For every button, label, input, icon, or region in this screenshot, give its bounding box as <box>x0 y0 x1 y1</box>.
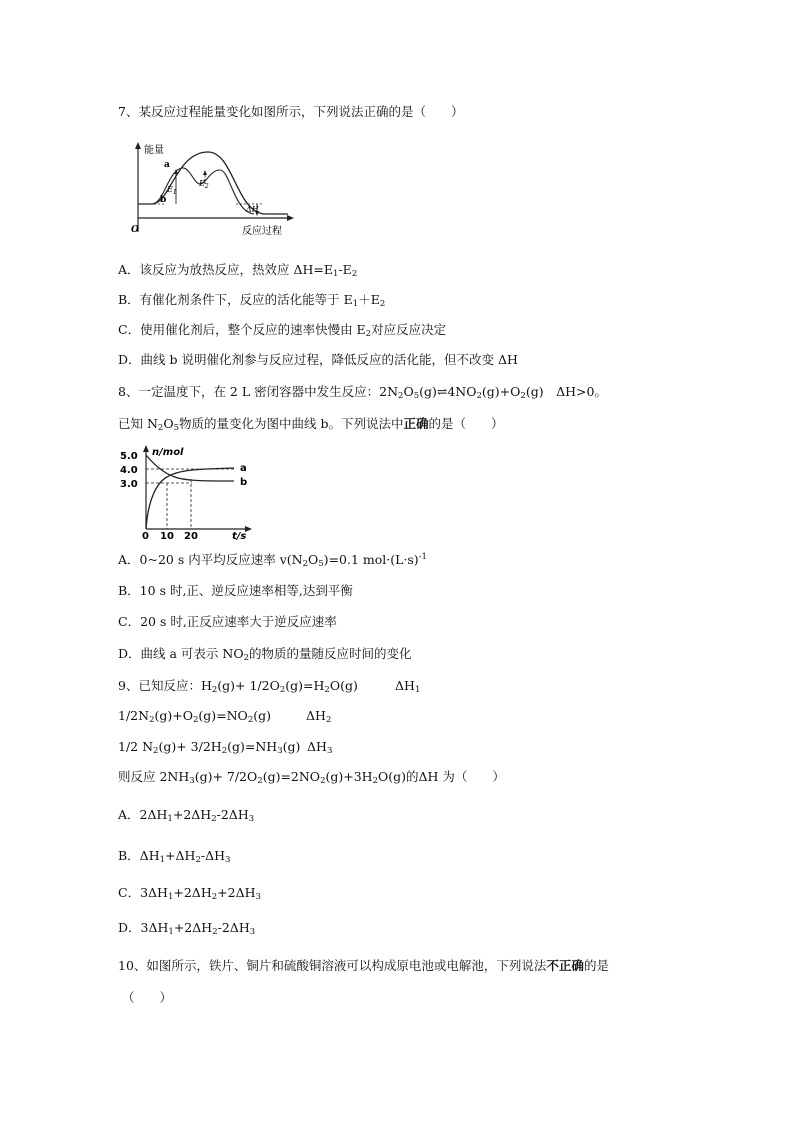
q7-stem: 7、某反应过程能量变化如图所示，下列说法正确的是（ ） <box>118 104 464 119</box>
q8-y-label: n/mol <box>152 447 184 458</box>
q7-option-b: B．有催化剂条件下，反应的活化能等于 $E_1+E_2$ <box>118 292 386 309</box>
q9-reaction-3: 1/2 $N_2(g)+ 3/2H_2(g)=NH_3(g)$ <box>118 739 301 756</box>
q7-label-b: b <box>160 195 167 205</box>
q7-label-e1: $E_1$ <box>167 185 177 196</box>
q8-xtick-10: 10 <box>160 531 174 541</box>
q7-x-label: 反应过程 <box>242 226 282 237</box>
q8-ytick-4: 4.0 <box>120 465 138 476</box>
q10-paren: （ ） <box>122 990 173 1005</box>
q9-option-b: B．$\Delta H_1+\Delta H_2-\Delta H_3$ <box>118 848 231 865</box>
q8-y-arrow <box>143 445 149 452</box>
q8-curve-a <box>146 468 234 529</box>
q7-y-label: 能量 <box>144 145 164 156</box>
q9-reaction-2: $1/2N_2(g)+O_2(g)=NO_2(g)$ <box>118 708 271 725</box>
q8-xtick-0: 0 <box>142 531 149 541</box>
q9-dh2: $\Delta H_2$ <box>306 708 332 725</box>
q9-dh3: $\Delta H_3$ <box>307 739 333 756</box>
q8-stem-line2: 已知 $N_2O_5$物质的量变化为图中曲线 b。下列说法中正确的是（ ） <box>118 416 504 433</box>
q8-ytick-3: 3.0 <box>120 479 138 490</box>
q9-stem: 9、已知反应：$H_2(g)+ 1/2O_2(g)=H_2O(g)$ <box>118 678 358 695</box>
q8-amount-chart <box>116 443 256 541</box>
q9-question: 则反应 $2NH_3(g)+ 7/2O_2(g)=2NO_2(g)+3H_2O(g)$的ΔH 为（ ） <box>118 769 505 786</box>
q8-option-c: C．20 s 时,正反应速率大于逆反应速率 <box>118 614 337 629</box>
q7-origin: O <box>131 225 139 235</box>
q7-label-dh: ΔH <box>246 205 259 214</box>
q7-x-arrow <box>287 215 294 221</box>
q7-option-a: A．该反应为放热反应，热效应 $\Delta H=E_1-E_2$ <box>118 262 358 279</box>
q8-label-a: a <box>240 463 247 474</box>
q7-option-c: C．使用催化剂后，整个反应的速率快慢由 $E_2$对应反应决定 <box>118 322 447 339</box>
q10-stem: 10、如图所示，铁片、铜片和硫酸铜溶液可以构成原电池或电解池，下列说法不正确的是 <box>118 958 609 973</box>
q7-option-d: D．曲线 b 说明催化剂参与反应过程，降低反应的活化能，但不改变 ΔH <box>118 352 518 367</box>
q8-ytick-5: 5.0 <box>120 451 138 462</box>
q9-option-c: C．$3\Delta H_1+2\Delta H_2+2\Delta H_3$ <box>118 885 261 902</box>
q9-option-a: A．$2\Delta H_1+2\Delta H_2-2\Delta H_3$ <box>118 807 255 824</box>
q8-option-b: B．10 s 时,正、逆反应速率相等,达到平衡 <box>118 583 353 598</box>
q7-energy-diagram <box>126 140 296 240</box>
q9-option-d: D．$3\Delta H_1+2\Delta H_2-2\Delta H_3$ <box>118 920 256 937</box>
q8-stem: 8、一定温度下，在 2 L 密闭容器中发生反应：$2N_2O_5(g)\rightleftharpoons 4NO_2(g)+O_2(g)$ ΔH>0。 <box>118 384 607 401</box>
q8-xtick-20: 20 <box>184 531 198 541</box>
q8-option-a: A．0~20 s 内平均反应速率 $v(N_2O_5)=0.1$ $mol\cdot(L\cdot s)^{-1}$ <box>118 552 427 569</box>
q8-label-b: b <box>240 477 248 488</box>
q7-label-a: a <box>164 160 170 170</box>
q7-y-arrow <box>135 142 141 149</box>
q8-x-label: t/s <box>232 531 247 541</box>
q7-label-e2: $E_2$ <box>199 179 209 190</box>
q8-option-d: D．曲线 a 可表示 $NO_2$的物质的量随反应时间的变化 <box>118 646 412 663</box>
q9-dh1: $\Delta H_1$ <box>395 678 421 695</box>
